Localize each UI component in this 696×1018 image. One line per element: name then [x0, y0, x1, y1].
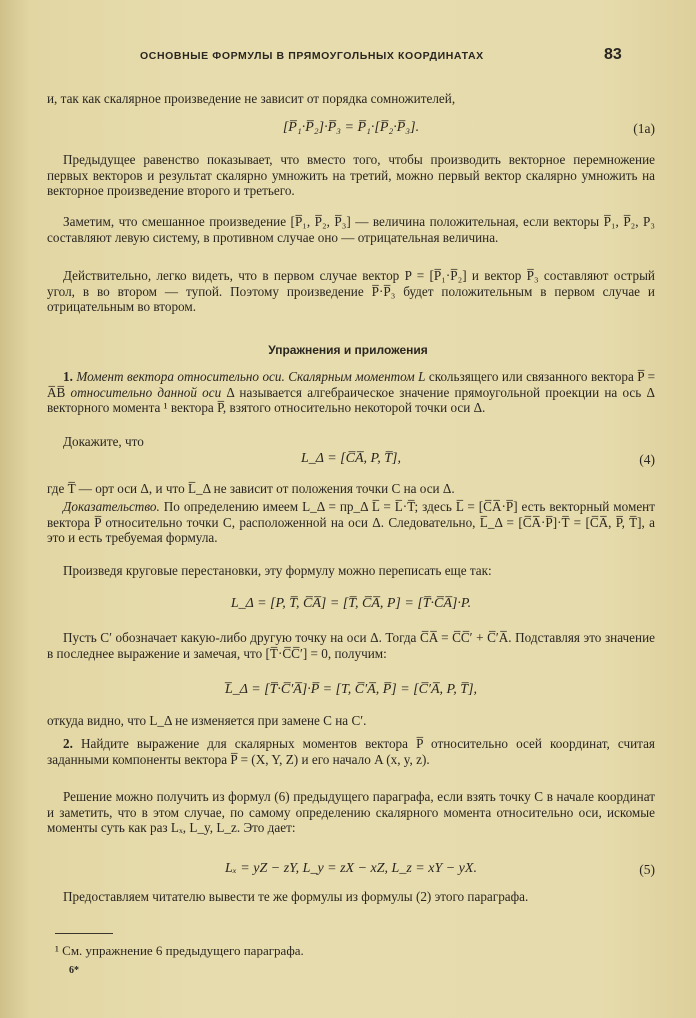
page-number: 83: [604, 46, 622, 63]
proof-text: По определению имеем L_Δ = пр_Δ L̅ = L̅·T̅; здесь L̅ = [C̅A̅·P̅] есть векторный момент вектора P̅ относительно точки C, расположенной на оси Δ. Следовательно, L̅_Δ = [C̅A̅·P̅]·T̅ = [C̅A̅, P̅, T̅], а это и есть требуемая формула.: [47, 499, 655, 546]
footnote: ¹ См. упражнение 6 предыдущего параграфа.: [55, 943, 304, 958]
paragraph-indeed: Действительно, легко видеть, что в первом случае вектор P = [P̅₁·P̅₂] и вектор P̅₃ составляют острый угол, в во втором — тупой. Поэтому произведение P̅·P̅₃ будет положительным в первом случае и отрицательным во втором.: [47, 268, 655, 315]
exercise-2-text: Найдите выражение для скалярных моментов вектора P̅ относительно осей координат, считая заданными компоненты вектора P̅ = (X, Y, Z) и его начало A (x, y, z).: [47, 736, 655, 767]
exercise-1-text-end: Δ называется алгебраическое значение прямоугольной проекции на ось Δ векторного момента ¹ вектора P̅, взятого относительно некоторой точки оси Δ.: [47, 384, 655, 416]
paragraph-let: Пусть C′ обозначает какую-либо другую точку на оси Δ. Тогда C̅A̅ = C̅C̅′ + C̅′A̅. Подставляя это значение в последнее выражение и замечая, что [T̅·C̅C̅′] = 0, получим:: [47, 630, 655, 661]
paragraph-solution: Решение можно получить из формул (6) предыдущего параграфа, если взять точку C в начале координат и заметить, что в этом случае, по самому определению скалярного момента относительно оси, искомые моменты суть как раз Lₓ, L_y, L_z. Это дает:: [47, 789, 655, 836]
proof-label: Доказательство.: [63, 499, 160, 514]
exercise-2: [47, 736, 655, 767]
equation-1a-number: (1a): [633, 121, 655, 136]
exercise-2-number: 2.: [63, 736, 73, 751]
prove-text: Докажите, что: [63, 434, 144, 449]
exercise-1-title: Момент вектора относительно оси. Скалярным моментом L: [76, 369, 426, 384]
paragraph-leave-to-reader: Предоставляем читателю вывести те же формулы из формулы (2) этого параграфа.: [63, 889, 529, 904]
signature-mark: 6*: [69, 965, 79, 976]
footnote-divider: [55, 933, 113, 934]
running-title: ОСНОВНЫЕ ФОРМУЛЫ В ПРЯМОУГОЛЬНЫХ КООРДИНАТАХ: [140, 50, 484, 62]
exercise-1: [47, 369, 655, 416]
equation-permutations: L_Δ = [P, T̅, C̅A̅] = [T̅, C̅A̅, P] = [T̅·C̅A̅]·P.: [230, 596, 472, 611]
paragraph-note: Заметим, что смешанное произведение [P̅₁, P̅₂, P̅₃] — величина положительная, если векторы P̅₁, P̅₂, P₃ составляют левую систему, в противном случае оно — отрицательная величина.: [47, 214, 655, 245]
equation-4: [47, 451, 655, 467]
paragraph-where: где T̅ — орт оси Δ, и что L̅_Δ не зависит от положения точки C на оси Δ.: [47, 481, 455, 496]
section-heading: Упражнения и приложения: [268, 343, 428, 357]
equation-4-number: (4): [639, 452, 655, 467]
paragraph-permutations: Произведя круговые перестановки, эту формулу можно переписать еще так:: [63, 563, 492, 578]
equation-5-number: (5): [639, 862, 655, 877]
paragraph-previous-equality: Предыдущее равенство показывает, что вместо того, чтобы производить векторное перемножение первых векторов и результат скалярно умножить на третий, можно первый вектор скалярно умножить на векторное произведение второго и третьего.: [47, 152, 655, 199]
equation-5-formula: Lₓ = yZ − zY, L_y = zX − xZ, L_z = xY − yX.: [225, 861, 477, 876]
equation-5: [47, 861, 655, 877]
intro-text: и, так как скалярное произведение не зависит от порядка сомножителей,: [47, 91, 456, 106]
equation-4-formula: L_Δ = [C̅A̅, P, T̅],: [300, 451, 402, 466]
exercise-1-italic: относительно данной оси: [70, 384, 222, 400]
equation-1a: [47, 120, 655, 136]
exercise-1-number: 1.: [63, 369, 73, 384]
exercise-1-text: скользящего или связанного вектора P̅ = A̅B̅: [47, 369, 656, 400]
proof: [47, 499, 655, 546]
equation-1a-formula: [P̅₁·P̅₂]·P̅₃ = P̅₁·[P̅₂·P̅₃].: [282, 120, 420, 135]
paragraph-whence: откуда видно, что L_Δ не изменяется при замене C на C′.: [47, 713, 367, 728]
equation-substituted: L̅_Δ = [T̅·C̅′A̅]·P̅ = [T, C̅′A̅, P̅] = [C̅′A̅, P, T̅],: [224, 682, 478, 697]
